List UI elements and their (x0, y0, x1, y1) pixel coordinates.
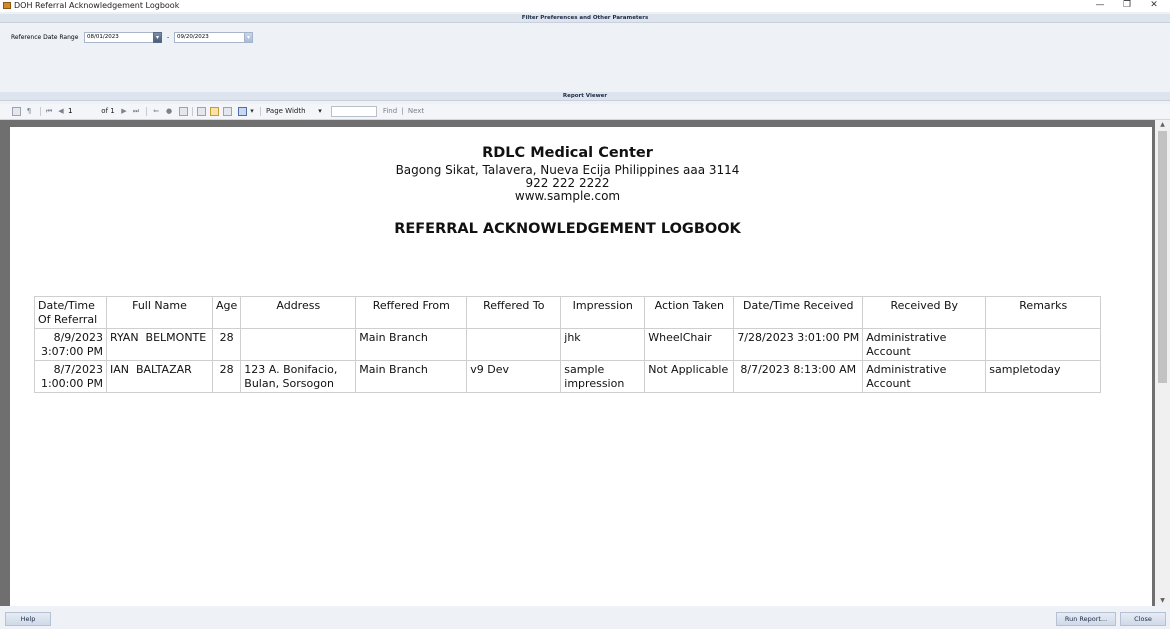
date-to-dropdown-icon[interactable]: ▾ (244, 32, 253, 43)
col-header-reffered-from: Reffered From (356, 297, 467, 329)
report-website: www.sample.com (514, 189, 621, 203)
scrollbar-thumb[interactable] (1158, 131, 1167, 383)
minimize-button[interactable]: — (1095, 0, 1105, 10)
filter-section-header: Filter Preferences and Other Parameters (0, 14, 1170, 23)
col-header-full-name: Full Name (107, 297, 213, 329)
title-bar (0, 0, 1170, 12)
refresh-icon[interactable] (179, 107, 188, 116)
cell-age: 28 (213, 329, 241, 361)
cell-age: 28 (213, 361, 241, 393)
cell-received-by: Administrative Account (863, 361, 986, 393)
page-setup-icon[interactable] (223, 107, 232, 116)
current-page-input[interactable]: 1 (68, 107, 73, 115)
zoom-dropdown-icon[interactable]: ▾ (318, 107, 322, 115)
cell-address (241, 329, 356, 361)
referral-table (34, 296, 1101, 393)
table-row (35, 361, 1101, 393)
col-header-date-time: Date/Time Of Referral (35, 297, 107, 329)
date-from-dropdown-icon[interactable]: ▾ (153, 32, 162, 43)
document-map-icon[interactable]: ¶ (26, 107, 32, 115)
col-header-address: Address (241, 297, 356, 329)
first-page-icon[interactable]: ⏮ (45, 107, 53, 115)
toolbar-separator (192, 107, 193, 116)
stop-icon[interactable]: ● (165, 107, 173, 115)
scroll-down-icon[interactable]: ▼ (1160, 597, 1165, 604)
cell-reffered-to: v9 Dev (467, 361, 561, 393)
report-phone: 922 222 2222 (525, 176, 610, 190)
previous-page-icon[interactable]: ◀ (58, 107, 64, 115)
col-header-impression: Impression (561, 297, 645, 329)
print-layout-icon[interactable] (210, 107, 219, 116)
date-from-field[interactable]: 08/01/2023 (84, 32, 154, 43)
find-next-button[interactable]: Next (407, 107, 425, 115)
viewer-section-header: Report Viewer (0, 92, 1170, 101)
page-count-label: of 1 (101, 107, 115, 115)
export-icon[interactable] (238, 107, 247, 116)
last-page-icon[interactable]: ⏭ (132, 107, 140, 115)
close-button[interactable]: Close (1120, 612, 1166, 626)
date-range-label: Reference Date Range (11, 34, 79, 41)
toolbar-separator (260, 107, 261, 116)
toolbar-separator (146, 107, 147, 116)
cell-impression: sample impression (561, 361, 645, 393)
table-header-row (35, 297, 1101, 329)
back-icon[interactable]: ⇐ (153, 107, 159, 115)
app-icon (3, 2, 11, 9)
date-to-field[interactable]: 09/20/2023 (174, 32, 245, 43)
col-header-action-taken: Action Taken (645, 297, 734, 329)
find-input[interactable] (331, 106, 377, 117)
footer-bar (0, 606, 1170, 629)
cell-reffered-to (467, 329, 561, 361)
help-button[interactable]: Help (5, 612, 51, 626)
col-header-date-received: Date/Time Received (734, 297, 863, 329)
run-report-button[interactable]: Run Report... (1056, 612, 1116, 626)
cell-received-by: Administrative Account (863, 329, 986, 361)
export-dropdown-icon[interactable]: ▾ (250, 107, 254, 115)
cell-date-received: 8/7/2023 8:13:00 AM (734, 361, 863, 393)
cell-reffered-from: Main Branch (356, 361, 467, 393)
print-icon[interactable] (197, 107, 206, 116)
date-range-separator: - (167, 34, 170, 41)
col-header-reffered-to: Reffered To (467, 297, 561, 329)
close-window-button[interactable]: ✕ (1150, 0, 1158, 10)
cell-action-taken: Not Applicable (645, 361, 734, 393)
report-page (10, 127, 1152, 606)
col-header-age: Age (213, 297, 241, 329)
cell-remarks: sampletoday (986, 361, 1101, 393)
col-header-received-by: Received By (863, 297, 986, 329)
next-page-icon[interactable]: ▶ (121, 107, 127, 115)
cell-action-taken: WheelChair (645, 329, 734, 361)
report-toolbar (0, 104, 1170, 120)
restore-button[interactable]: ❐ (1122, 0, 1132, 10)
col-header-remarks: Remarks (986, 297, 1101, 329)
parameters-icon[interactable] (12, 107, 21, 116)
toolbar-separator (40, 107, 41, 116)
cell-date-received: 7/28/2023 3:01:00 PM (734, 329, 863, 361)
window-title: DOH Referral Acknowledgement Logbook (14, 1, 180, 10)
find-button[interactable]: Find (382, 107, 398, 115)
cell-address: 123 A. Bonifacio, Bulan, Sorsogon (241, 361, 356, 393)
cell-full-name: IAN BALTAZAR (107, 361, 213, 393)
report-org-name: RDLC Medical Center (482, 145, 653, 161)
report-title: REFERRAL ACKNOWLEDGEMENT LOGBOOK (394, 221, 741, 237)
cell-date-time: 8/9/2023 3:07:00 PM (35, 329, 107, 361)
cell-full-name: RYAN BELMONTE (107, 329, 213, 361)
find-separator: | (401, 107, 404, 115)
cell-impression: jhk (561, 329, 645, 361)
report-address: Bagong Sikat, Talavera, Nueva Ecija Philippines aaa 3114 (395, 163, 740, 177)
cell-reffered-from: Main Branch (356, 329, 467, 361)
cell-date-time: 8/7/2023 1:00:00 PM (35, 361, 107, 393)
cell-remarks (986, 329, 1101, 361)
scroll-up-icon[interactable]: ▲ (1160, 121, 1165, 128)
zoom-select[interactable]: Page Width (266, 107, 306, 115)
table-row (35, 329, 1101, 361)
